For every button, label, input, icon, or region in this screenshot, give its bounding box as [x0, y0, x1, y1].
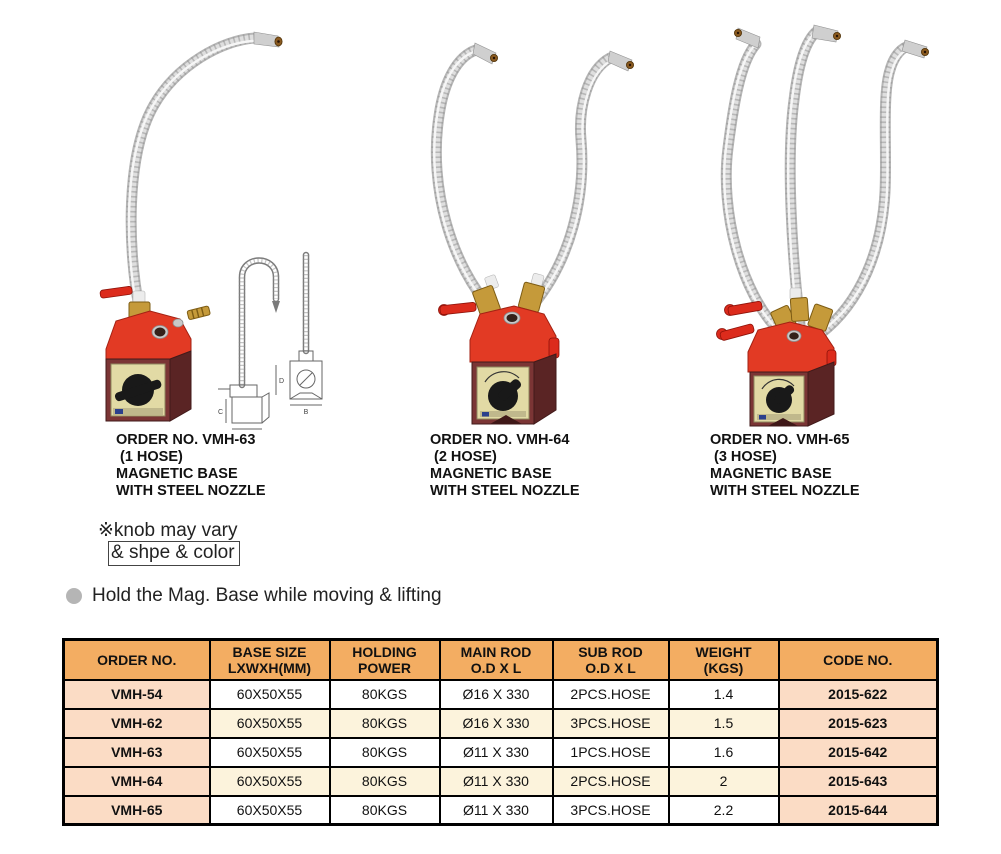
spec-table [62, 638, 939, 826]
magnetic-base [750, 362, 834, 426]
cell-weight: 2 [669, 767, 779, 796]
cell-sub-rod: 2PCS.HOSE [553, 767, 669, 796]
caption-vmh-63 [116, 432, 266, 500]
magnetic-base [106, 351, 191, 421]
pump-housing [106, 306, 210, 359]
cell-code-no: 2015-642 [779, 738, 938, 767]
cell-order-no: VMH-62 [64, 709, 210, 738]
gooseneck-hose-left [724, 28, 780, 332]
table-row-vmh-62 [64, 709, 938, 738]
cell-code-no: 2015-643 [779, 767, 938, 796]
cell-holding-power: 80KGS [330, 738, 440, 767]
hose-barb-fitting [187, 306, 211, 320]
gooseneck-hose-right [534, 51, 634, 304]
header-base-size: BASE SIZE LXWXH(MM) [210, 640, 330, 680]
spec-table-wrap [62, 638, 940, 826]
gooseneck-hose-left [434, 43, 497, 310]
cell-main-rod: Ø11 X 330 [440, 767, 553, 796]
table-row-vmh-54 [64, 680, 938, 709]
cell-order-no: VMH-63 [64, 738, 210, 767]
cell-base-size: 60X50X55 [210, 709, 330, 738]
cell-main-rod: Ø16 X 330 [440, 680, 553, 709]
desc-line: WITH STEEL NOZZLE [116, 483, 266, 499]
header-row [64, 640, 938, 680]
cell-order-no: VMH-54 [64, 680, 210, 709]
table-row-vmh-63 [64, 738, 938, 767]
cell-main-rod: Ø11 X 330 [440, 738, 553, 767]
desc-line: MAGNETIC BASE [430, 466, 552, 482]
hose-count-line: (1 HOSE) [120, 449, 183, 465]
header-order-no: ORDER NO. [64, 640, 210, 680]
desc-line: MAGNETIC BASE [710, 466, 832, 482]
header-sub-rod: SUB ROD O.D X L [553, 640, 669, 680]
magnetic-base [472, 354, 556, 424]
cell-weight: 1.6 [669, 738, 779, 767]
cell-base-size: 60X50X55 [210, 767, 330, 796]
hose-count-line: (3 HOSE) [714, 449, 777, 465]
cell-holding-power: 80KGS [330, 767, 440, 796]
header-main-rod: MAIN ROD O.D X L [440, 640, 553, 680]
table-row-vmh-65 [64, 796, 938, 825]
gooseneck-hose-right [820, 40, 929, 334]
bullet-icon [66, 588, 82, 604]
safety-note [66, 585, 442, 607]
order-no-line: ORDER NO. VMH-64 [430, 432, 570, 448]
table-row-vmh-64 [64, 767, 938, 796]
knob-note-line2: & shpe & color [108, 541, 240, 566]
cell-holding-power: 80KGS [330, 680, 440, 709]
cell-base-size: 60X50X55 [210, 680, 330, 709]
cell-weight: 1.4 [669, 680, 779, 709]
cell-main-rod: Ø11 X 330 [440, 796, 553, 825]
header-weight: WEIGHT (KGS) [669, 640, 779, 680]
product-photo-vmh-65 [682, 0, 992, 430]
safety-note-text: Hold the Mag. Base while moving & lifting [92, 585, 442, 606]
dim-label-b: B [303, 409, 309, 416]
dim-label-c: C [218, 409, 224, 416]
gooseneck-hose [129, 38, 255, 307]
cell-sub-rod: 1PCS.HOSE [553, 738, 669, 767]
cell-code-no: 2015-623 [779, 709, 938, 738]
order-no-line: ORDER NO. VMH-63 [116, 432, 256, 448]
desc-line: WITH STEEL NOZZLE [710, 483, 860, 499]
cell-holding-power: 80KGS [330, 796, 440, 825]
knob-note-line1: ※knob may vary [98, 520, 238, 541]
cell-code-no: 2015-644 [779, 796, 938, 825]
desc-line: WITH STEEL NOZZLE [430, 483, 580, 499]
dim-label-d: D [279, 378, 285, 385]
cell-code-no: 2015-622 [779, 680, 938, 709]
cell-holding-power: 80KGS [330, 709, 440, 738]
cell-sub-rod: 3PCS.HOSE [553, 709, 669, 738]
cell-base-size: 60X50X55 [210, 796, 330, 825]
technical-drawing-front [290, 255, 322, 416]
cell-order-no: VMH-64 [64, 767, 210, 796]
cell-sub-rod: 3PCS.HOSE [553, 796, 669, 825]
cell-main-rod: Ø16 X 330 [440, 709, 553, 738]
cell-order-no: VMH-65 [64, 796, 210, 825]
product-photo-vmh-64 [382, 8, 662, 428]
header-code-no: CODE NO. [779, 640, 938, 680]
hose-count-line: (2 HOSE) [434, 449, 497, 465]
caption-vmh-64 [430, 432, 580, 500]
cell-base-size: 60X50X55 [210, 738, 330, 767]
header-holding-power: HOLDING POWER [330, 640, 440, 680]
desc-line: MAGNETIC BASE [116, 466, 238, 482]
cell-weight: 2.2 [669, 796, 779, 825]
steel-nozzle [254, 32, 282, 47]
caption-vmh-65 [710, 432, 860, 500]
technical-drawing-side [218, 261, 284, 431]
cell-sub-rod: 2PCS.HOSE [553, 680, 669, 709]
cell-weight: 1.5 [669, 709, 779, 738]
order-no-line: ORDER NO. VMH-65 [710, 432, 850, 448]
pump-housing [470, 306, 559, 362]
product-photo-vmh-63 [92, 5, 332, 430]
gooseneck-hose-middle [788, 25, 840, 324]
